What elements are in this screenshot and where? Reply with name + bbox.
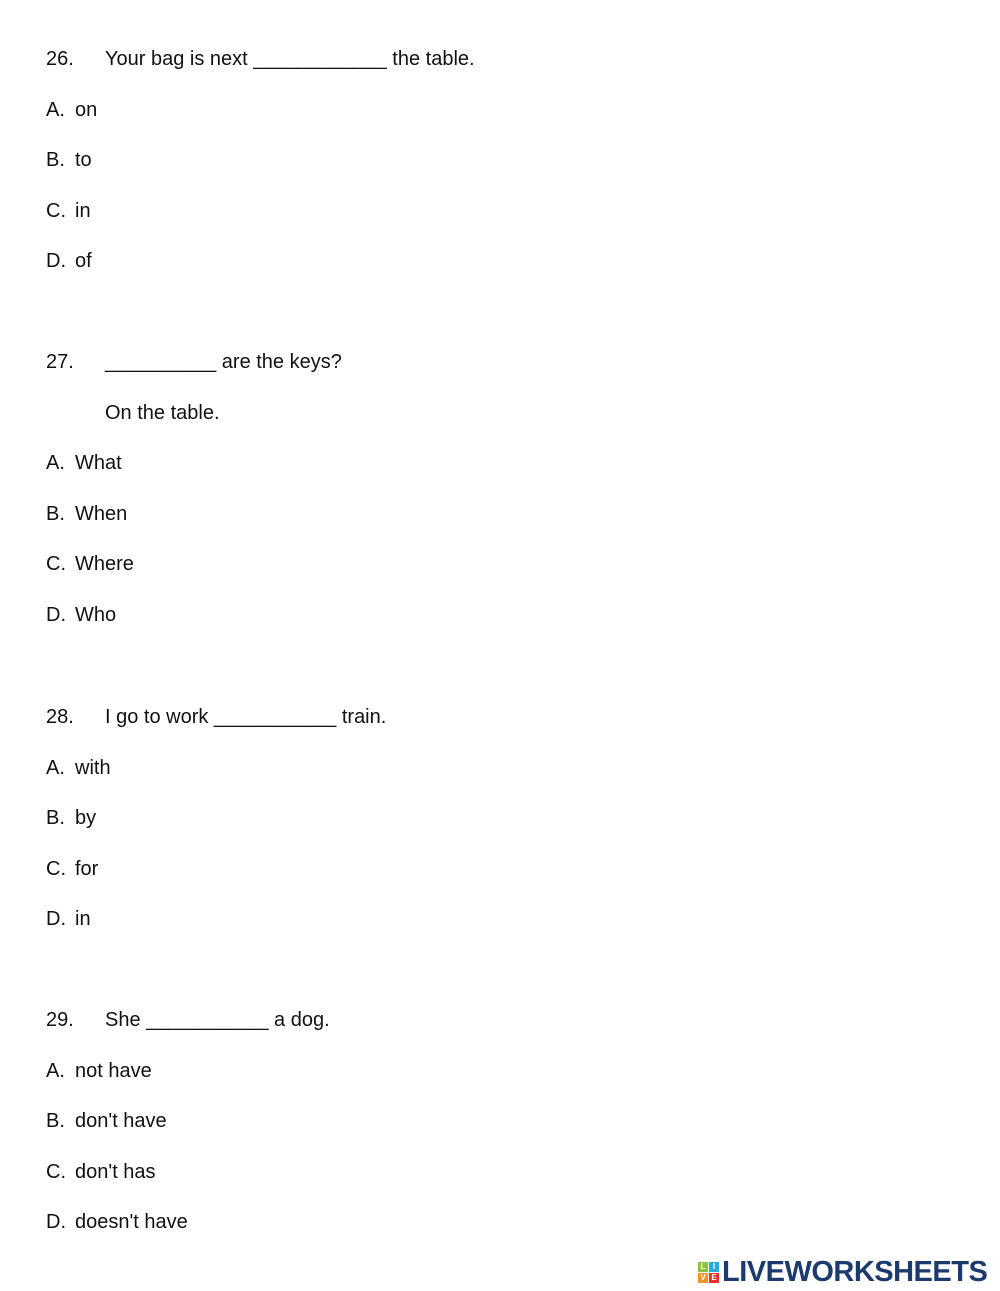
question-text: Your bag is next ____________ the table.	[105, 48, 475, 70]
option-text: don't has	[75, 1160, 156, 1183]
option-text: Where	[75, 553, 134, 575]
option-letter: A.	[46, 98, 65, 121]
option-text: by	[75, 807, 97, 829]
option-letter: D.	[46, 250, 66, 272]
option-letter: C.	[46, 199, 66, 222]
option-text: for	[75, 857, 99, 880]
option-letter: C.	[46, 1160, 66, 1183]
option-text: in	[75, 908, 91, 930]
option-letter: A.	[46, 1059, 65, 1082]
option-text: Who	[75, 603, 117, 626]
liveworksheets-logo	[698, 1256, 987, 1289]
question-text: She ___________ a dog.	[105, 1009, 330, 1031]
question-subtext: On the table.	[105, 401, 220, 424]
option-text: to	[75, 149, 92, 171]
logo-cube: V	[698, 1273, 708, 1283]
option-letter: B.	[46, 149, 65, 171]
option-text: of	[75, 250, 92, 272]
option-text: When	[75, 502, 128, 525]
option-text: doesn't have	[75, 1211, 188, 1233]
option-letter: A.	[46, 452, 65, 474]
option-letter: D.	[46, 1211, 66, 1233]
logo-cubes-icon	[698, 1262, 719, 1283]
question-number: 28.	[46, 706, 74, 728]
option-text: with	[75, 756, 111, 779]
option-letter: B.	[46, 502, 65, 525]
option-text: What	[75, 452, 122, 474]
logo-cube: E	[709, 1273, 719, 1283]
option-text: on	[75, 98, 98, 121]
question-number: 29.	[46, 1009, 74, 1031]
option-letter: B.	[46, 1110, 65, 1132]
logo-cube: L	[698, 1262, 708, 1272]
question-number: 26.	[46, 48, 74, 70]
option-letter: D.	[46, 603, 66, 626]
logo-cube: I	[709, 1262, 719, 1272]
option-letter: D.	[46, 908, 66, 930]
option-letter: C.	[46, 857, 66, 880]
question-text: __________ are the keys?	[105, 351, 342, 373]
question-text: I go to work ___________ train.	[105, 706, 387, 728]
option-letter: C.	[46, 553, 66, 575]
option-text: don't have	[75, 1110, 167, 1132]
question-number: 27.	[46, 351, 74, 373]
option-letter: B.	[46, 807, 65, 829]
option-text: in	[75, 199, 91, 222]
logo-text: LIVEWORKSHEETS	[722, 1256, 988, 1288]
option-letter: A.	[46, 756, 65, 779]
option-text: not have	[75, 1059, 152, 1082]
